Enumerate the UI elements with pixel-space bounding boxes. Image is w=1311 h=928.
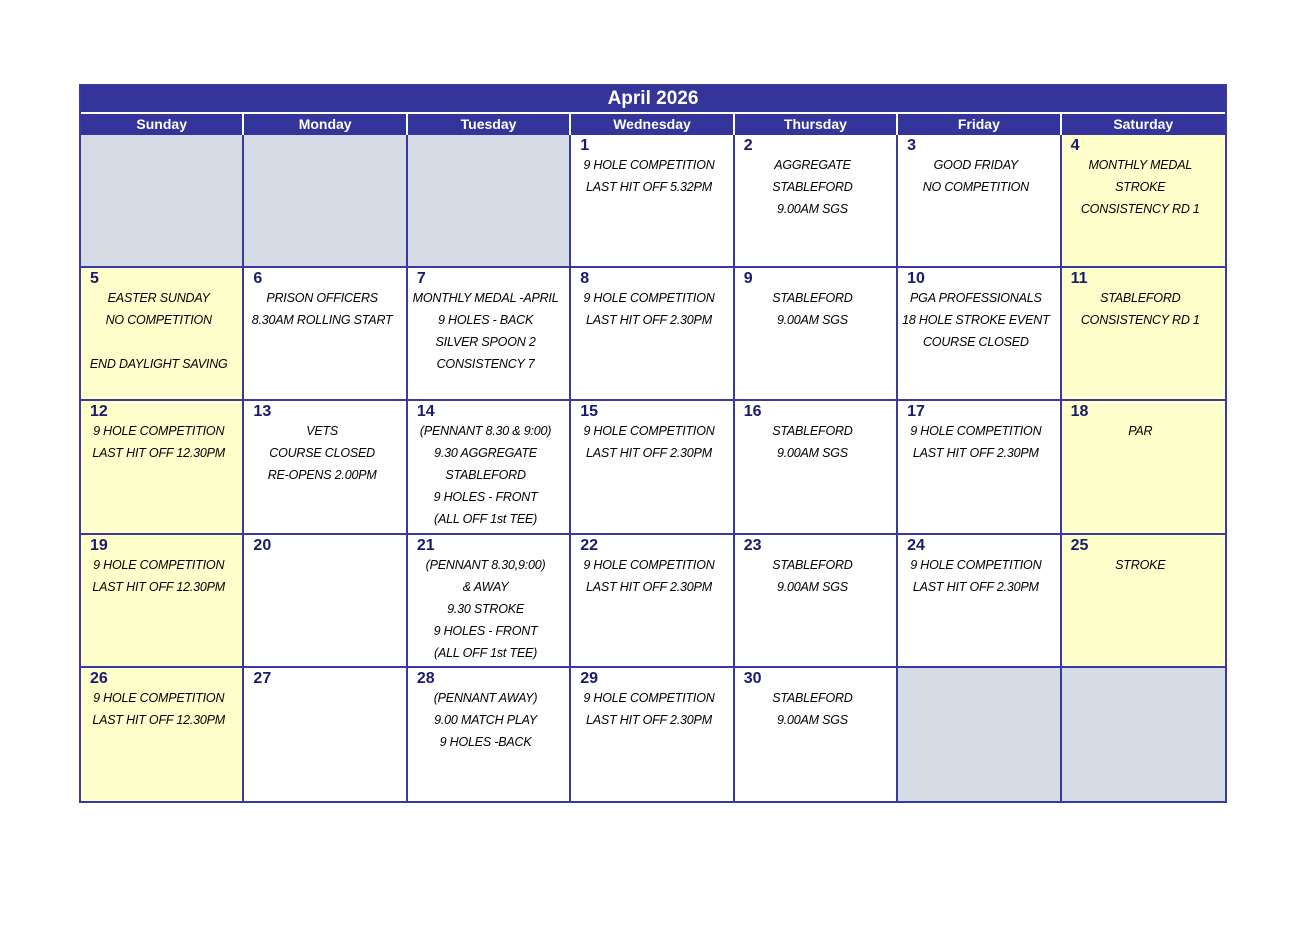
day-cell-11 bbox=[1062, 268, 1225, 401]
event-line: 8.30AM ROLLING START bbox=[251, 313, 393, 328]
day-number: 23 bbox=[743, 536, 762, 554]
event-list bbox=[408, 687, 563, 753]
event-line: CONSISTENCY RD 1 bbox=[1080, 313, 1200, 328]
event-list bbox=[571, 420, 726, 464]
day-cell-17 bbox=[898, 401, 1061, 534]
event-line: STROKE bbox=[1115, 180, 1166, 194]
day-number: 28 bbox=[416, 669, 435, 687]
event-line: NO COMPETITION bbox=[922, 180, 1029, 194]
event-line: 9 HOLES - BACK bbox=[437, 313, 534, 328]
day-number: 11 bbox=[1070, 270, 1088, 288]
day-number: 15 bbox=[580, 403, 599, 421]
event-line: STROKE bbox=[1115, 557, 1166, 572]
event-line: COURSE CLOSED bbox=[922, 335, 1029, 350]
event-line: GOOD FRIDAY bbox=[933, 158, 1019, 172]
day-number: 17 bbox=[907, 403, 925, 421]
weekday-wednesday: Wednesday bbox=[571, 114, 734, 135]
event-line: (ALL OFF 1st TEE) bbox=[434, 512, 538, 527]
day-number: 21 bbox=[416, 536, 435, 554]
day-cell-23 bbox=[735, 535, 898, 668]
day-cell-2 bbox=[735, 135, 898, 268]
event-line: (PENNANT AWAY) bbox=[433, 690, 538, 705]
event-list bbox=[571, 554, 726, 598]
event-line: 9 HOLE COMPETITION bbox=[583, 424, 715, 439]
day-number: 12 bbox=[90, 403, 108, 421]
event-list bbox=[571, 287, 726, 331]
day-cell-8 bbox=[571, 268, 734, 401]
day-number: 18 bbox=[1070, 403, 1089, 421]
event-line: 9 HOLES - FRONT bbox=[433, 490, 538, 505]
event-line: 9.00 MATCH PLAY bbox=[434, 712, 537, 727]
event-line: STABLEFORD bbox=[772, 557, 853, 572]
weekday-saturday: Saturday bbox=[1113, 116, 1174, 132]
day-number: 2 bbox=[743, 137, 753, 154]
day-cell-20 bbox=[244, 535, 407, 668]
day-number: 22 bbox=[580, 536, 599, 554]
event-line: END DAYLIGHT SAVING bbox=[89, 357, 228, 372]
day-number: 19 bbox=[90, 536, 108, 554]
day-cell-29 bbox=[571, 668, 734, 801]
event-line: VETS bbox=[306, 424, 339, 439]
event-line: STABLEFORD bbox=[772, 180, 853, 194]
event-line: 9 HOLE COMPETITION bbox=[93, 690, 225, 705]
day-cell-25 bbox=[1062, 535, 1225, 668]
event-list bbox=[81, 420, 236, 464]
event-line: COURSE CLOSED bbox=[269, 446, 376, 461]
weekday-header-row bbox=[81, 114, 1225, 135]
day-number: 13 bbox=[253, 403, 272, 421]
event-list bbox=[735, 154, 890, 220]
event-line: 9 HOLE COMPETITION bbox=[93, 557, 225, 572]
event-line: LAST HIT OFF 2.30PM bbox=[586, 313, 712, 328]
day-cell-18 bbox=[1062, 401, 1225, 534]
event-line: 9.00AM SGS bbox=[776, 712, 848, 727]
day-cell-13 bbox=[244, 401, 407, 534]
day-cell-14 bbox=[408, 401, 571, 534]
day-number: 24 bbox=[907, 536, 925, 554]
day-number: 27 bbox=[253, 669, 272, 687]
event-line: LAST HIT OFF 2.30PM bbox=[586, 712, 712, 727]
event-line: LAST HIT OFF 2.30PM bbox=[912, 579, 1039, 594]
weekday-monday: Monday bbox=[244, 114, 407, 135]
day-cell-9 bbox=[735, 268, 898, 401]
event-line: LAST HIT OFF 2.30PM bbox=[586, 446, 712, 461]
event-list bbox=[735, 554, 890, 598]
event-list bbox=[81, 687, 236, 731]
event-line: MONTHLY MEDAL -APRIL bbox=[412, 291, 559, 306]
calendar bbox=[79, 84, 1227, 803]
event-list bbox=[81, 554, 236, 598]
day-cell-28 bbox=[408, 668, 571, 801]
event-line: STABLEFORD bbox=[1100, 291, 1181, 306]
event-list bbox=[735, 420, 890, 464]
event-line: 18 HOLE STROKE EVENT bbox=[902, 313, 1050, 328]
event-line bbox=[81, 331, 236, 353]
event-list bbox=[1062, 154, 1219, 220]
day-cell-19 bbox=[81, 535, 244, 668]
event-list bbox=[735, 287, 890, 331]
event-line: (PENNANT 8.30,9:00) bbox=[425, 557, 546, 572]
day-number: 9 bbox=[743, 270, 753, 288]
event-line: CONSISTENCY 7 bbox=[436, 357, 535, 372]
event-line: & AWAY bbox=[462, 579, 509, 594]
event-line: LAST HIT OFF 12.30PM bbox=[92, 446, 226, 461]
day-cell-22 bbox=[571, 535, 734, 668]
event-list bbox=[408, 554, 563, 664]
event-line: 9 HOLE COMPETITION bbox=[910, 424, 1042, 439]
event-line: 9.30 STROKE bbox=[447, 601, 525, 616]
day-number: 25 bbox=[1070, 536, 1089, 554]
day-cell-16 bbox=[735, 401, 898, 534]
event-list bbox=[735, 687, 890, 731]
event-list bbox=[898, 154, 1053, 198]
day-number: 29 bbox=[580, 669, 599, 687]
day-cell-26 bbox=[81, 668, 244, 801]
event-line: LAST HIT OFF 2.30PM bbox=[586, 579, 712, 594]
empty-day-cell bbox=[244, 135, 407, 268]
event-line: 9 HOLE COMPETITION bbox=[583, 158, 715, 172]
empty-day-cell bbox=[81, 135, 244, 268]
event-line: LAST HIT OFF 2.30PM bbox=[912, 446, 1039, 461]
event-line: 9 HOLE COMPETITION bbox=[583, 557, 715, 572]
event-list bbox=[1062, 554, 1219, 576]
event-line: 9.00AM SGS bbox=[776, 446, 848, 461]
event-line: 9.00AM SGS bbox=[776, 202, 848, 216]
event-line: LAST HIT OFF 12.30PM bbox=[92, 579, 226, 594]
day-cell-10 bbox=[898, 268, 1061, 401]
event-line: STABLEFORD bbox=[772, 424, 853, 439]
event-list bbox=[81, 287, 236, 375]
event-line: CONSISTENCY RD 1 bbox=[1080, 202, 1200, 216]
event-line: (ALL OFF 1st TEE) bbox=[434, 645, 538, 660]
event-list bbox=[1062, 287, 1219, 331]
day-number: 3 bbox=[907, 137, 917, 154]
weekday-friday: Friday bbox=[898, 114, 1061, 135]
event-line: STABLEFORD bbox=[772, 291, 853, 306]
event-list bbox=[571, 687, 726, 731]
event-line: 9 HOLE COMPETITION bbox=[93, 424, 225, 439]
calendar-grid bbox=[81, 135, 1225, 801]
day-cell-3 bbox=[898, 135, 1061, 268]
event-line: 9.00AM SGS bbox=[776, 579, 848, 594]
day-cell-7 bbox=[408, 268, 571, 401]
event-list bbox=[898, 554, 1053, 598]
event-line: STABLEFORD bbox=[445, 468, 526, 483]
day-number: 5 bbox=[90, 270, 99, 288]
day-cell-27 bbox=[244, 668, 407, 801]
empty-day-cell bbox=[1062, 668, 1225, 801]
empty-day-cell bbox=[898, 668, 1061, 801]
weekday-thursday: Thursday bbox=[735, 114, 898, 135]
day-number: 4 bbox=[1070, 137, 1080, 154]
day-number: 16 bbox=[743, 403, 762, 421]
event-list bbox=[408, 287, 563, 375]
day-number: 30 bbox=[743, 669, 762, 687]
event-line: RE-OPENS 2.00PM bbox=[267, 468, 377, 483]
event-line: STABLEFORD bbox=[772, 690, 853, 705]
event-list bbox=[898, 287, 1053, 353]
day-number: 7 bbox=[416, 270, 426, 288]
day-number: 8 bbox=[580, 270, 590, 288]
day-number: 14 bbox=[416, 403, 435, 421]
event-list bbox=[244, 287, 399, 331]
event-line: 9 HOLE COMPETITION bbox=[583, 291, 715, 306]
event-line: (PENNANT 8.30 & 9:00) bbox=[419, 424, 552, 439]
event-line: PRISON OFFICERS bbox=[266, 291, 378, 306]
day-cell-6 bbox=[244, 268, 407, 401]
event-list bbox=[1062, 420, 1219, 442]
day-number: 10 bbox=[907, 270, 925, 288]
weekday-sunday: Sunday bbox=[81, 114, 244, 135]
day-cell-12 bbox=[81, 401, 244, 534]
event-list bbox=[408, 420, 563, 530]
day-cell-15 bbox=[571, 401, 734, 534]
event-line: 9.00AM SGS bbox=[776, 313, 848, 328]
event-line: PGA PROFESSIONALS bbox=[910, 291, 1042, 306]
event-line: AGGREGATE bbox=[774, 158, 851, 172]
day-number: 26 bbox=[90, 669, 108, 687]
event-line: PAR bbox=[1128, 424, 1153, 439]
day-cell-4 bbox=[1062, 135, 1225, 268]
day-number: 6 bbox=[253, 270, 263, 288]
day-cell-1 bbox=[571, 135, 734, 268]
event-line: 9.30 AGGREGATE bbox=[434, 446, 537, 461]
event-line: 9 HOLE COMPETITION bbox=[910, 557, 1042, 572]
event-line: MONTHLY MEDAL bbox=[1088, 158, 1193, 172]
event-line: LAST HIT OFF 5.32PM bbox=[586, 180, 712, 194]
event-line: 9 HOLES - FRONT bbox=[433, 623, 538, 638]
event-line: 9 HOLE COMPETITION bbox=[583, 690, 715, 705]
event-list bbox=[571, 154, 726, 198]
day-cell-21 bbox=[408, 535, 571, 668]
empty-day-cell bbox=[408, 135, 571, 268]
event-line: EASTER SUNDAY bbox=[107, 291, 210, 306]
day-cell-30 bbox=[735, 668, 898, 801]
day-cell-5 bbox=[81, 268, 244, 401]
day-number: 20 bbox=[253, 536, 272, 554]
weekday-tuesday: Tuesday bbox=[408, 114, 571, 135]
day-number: 1 bbox=[580, 137, 590, 154]
event-line: NO COMPETITION bbox=[105, 313, 212, 328]
calendar-title: April 2026 bbox=[81, 86, 1225, 114]
event-line: LAST HIT OFF 12.30PM bbox=[92, 712, 226, 727]
event-list bbox=[898, 420, 1053, 464]
event-list bbox=[244, 420, 399, 486]
event-line: SILVER SPOON 2 bbox=[435, 335, 536, 350]
event-line: 9 HOLES -BACK bbox=[439, 734, 532, 749]
day-cell-24 bbox=[898, 535, 1061, 668]
